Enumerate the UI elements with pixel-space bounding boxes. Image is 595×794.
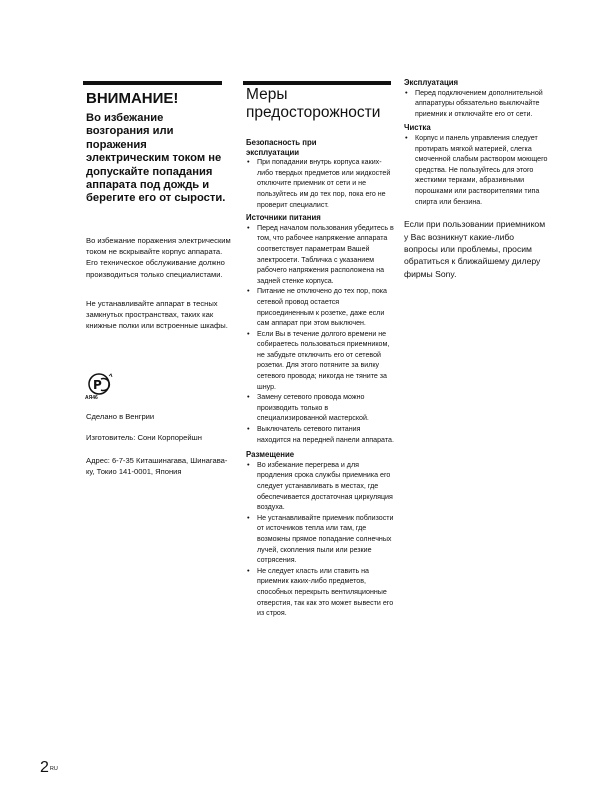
certification-code: AЯ46 bbox=[85, 395, 98, 401]
section-cleaning bbox=[404, 123, 554, 207]
list-item: • При попадании внутрь корпуса каких-либо твердых предметов или жидкостей отключите приемник от сети и не пользуйтесь им до тех пор, пока его не проверит специалист. bbox=[246, 157, 396, 210]
section-placement bbox=[246, 450, 396, 619]
section-title: Размещение bbox=[246, 450, 295, 460]
warning-lead: Во избежание возгорания или поражения электрическим током не допускайте попадания аппарата под дождь и берегите его от сырости. bbox=[86, 112, 226, 205]
warning-paragraph-2: Не устанавливайте аппарат в тесных замкнутых пространствах, таких как книжные полки или встроенные шкафы. bbox=[86, 299, 228, 331]
list-item: • Перед началом пользования убедитесь в том, что рабочее напряжение аппарата соответствует параметрам Вашей электросети. Табличка с указанием рабочего напряжения расположена на задней стенке корпуса. bbox=[246, 223, 396, 287]
made-in-text: Сделано в Венгрии bbox=[86, 412, 155, 421]
left-heading-rule bbox=[83, 81, 222, 85]
page-number bbox=[40, 760, 58, 776]
address-text: Адрес: 6-7-35 Киташинагава, Шинагава-ку, Токио 141-0001, Япония bbox=[86, 456, 228, 477]
svg-text:P: P bbox=[93, 378, 102, 392]
bullet-list bbox=[246, 223, 396, 445]
list-item: • Питание не отключено до тех пор, пока сетевой провод остается присоединенным к розетке, даже если сам аппарат при этом выключен. bbox=[246, 286, 396, 328]
manufacturer-text: Изготовитель: Сони Корпорейшн bbox=[86, 433, 202, 442]
section-title: Чистка bbox=[404, 123, 431, 133]
list-item: • Перед подключением дополнительной аппаратуры обязательно выключайте приемник и отключайте его от сети. bbox=[404, 88, 554, 120]
section-title: Безопасность при эксплуатации bbox=[246, 138, 317, 157]
page-language-code: RU bbox=[49, 766, 58, 772]
bullet-list bbox=[404, 133, 554, 207]
list-item: • Не устанавливайте приемник поблизости от источников тепла или там, где возможны прямое попадание солнечных лучей, скопления пыли или резкие сотрясения. bbox=[246, 513, 396, 566]
section-operation-safety bbox=[246, 138, 396, 210]
section-title: Источники питания bbox=[246, 213, 321, 223]
bullet-list bbox=[246, 460, 396, 619]
list-item: • Выключатель сетевого питания находится на передней панели аппарата. bbox=[246, 424, 396, 445]
list-item: • Если Вы в течение долгого времени не собираетесь пользоваться приемником, не забудьте отключить его от сетевой розетки. Для этого потяните за вилку сетевого провода; никогда не тяните за шнур. bbox=[246, 329, 396, 393]
section-title: Эксплуатация bbox=[404, 78, 459, 87]
closing-note: Если при пользовании приемником у Вас возникнут какие-либо вопросы или проблемы, просим обратиться к ближайшему дилеру фирмы Sony. bbox=[404, 219, 546, 279]
middle-heading-rule bbox=[243, 81, 391, 85]
page-number-value: 2 bbox=[40, 759, 49, 776]
right-column-body bbox=[404, 78, 554, 280]
bullet-list bbox=[404, 88, 554, 120]
list-item: • Замену сетевого провода можно производить только в специализированной мастерской. bbox=[246, 392, 396, 424]
precautions-heading: Меры предосторожности bbox=[246, 86, 381, 121]
precautions-body bbox=[246, 138, 396, 619]
list-item: • Во избежание перегрева и для продления срока службы приемника его следует устанавливать в местах, где обеспечивается достаточная циркуляция воздуха. bbox=[246, 460, 396, 513]
section-power-sources bbox=[246, 213, 396, 445]
bullet-list bbox=[246, 157, 396, 210]
section-usage bbox=[404, 78, 554, 119]
warning-heading: ВНИМАНИЕ! bbox=[86, 90, 179, 107]
list-item: • Не следует класть или ставить на приемник каких-либо предметов, способных перекрыть вентиляционные отверстия, так как это может вывести его из строя. bbox=[246, 566, 396, 619]
warning-paragraph-1: Во избежание поражения электрическим током не вскрывайте корпус аппарата. Его техническое обслуживание должно производиться только специалистами. bbox=[86, 236, 231, 279]
list-item: • Корпус и панель управления следует протирать мягкой материей, слегка смоченной слабым раствором моющего средства. Не пользуйтесь для этого жесткими терками, абразивными порошками или растворителями типа спирта или бензина. bbox=[404, 133, 554, 207]
